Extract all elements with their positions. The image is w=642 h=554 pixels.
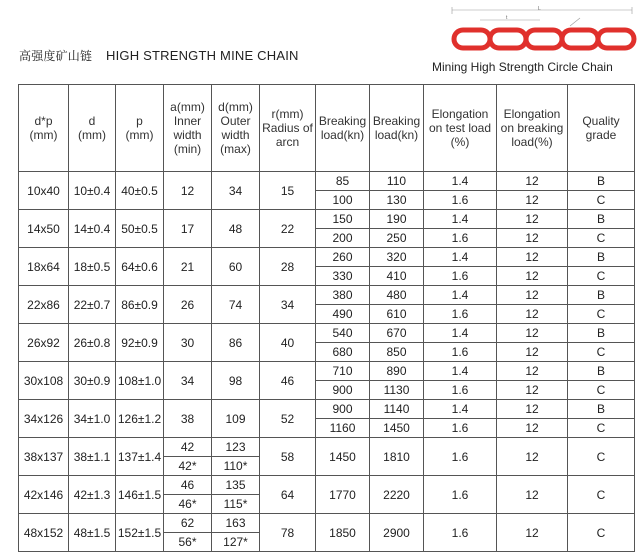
cell-bl2: 110 (370, 172, 424, 191)
cell-el1: 1.6 (424, 229, 497, 248)
cell-r: 15 (260, 172, 316, 210)
column-header: Elongation on breaking load(%) (497, 85, 568, 172)
cell-dout: 135 (212, 476, 260, 495)
cell-a: 17 (164, 210, 212, 248)
cell-dp: 48x152 (19, 514, 69, 552)
column-header: d(mm) Outer width (max) (212, 85, 260, 172)
cell-grade: C (568, 191, 635, 210)
cell-bl1: 100 (316, 191, 370, 210)
cell-bl1: 150 (316, 210, 370, 229)
cell-el1: 1.6 (424, 191, 497, 210)
cell-a: 42 (164, 438, 212, 457)
cell-bl2: 410 (370, 267, 424, 286)
column-header: d (mm) (69, 85, 116, 172)
cell-dp: 38x137 (19, 438, 69, 476)
cell-r: 28 (260, 248, 316, 286)
cell-el2: 12 (497, 248, 568, 267)
cell-el2: 12 (497, 267, 568, 286)
cell-d: 22±0.7 (69, 286, 116, 324)
cell-grade: C (568, 305, 635, 324)
cell-el2: 12 (497, 305, 568, 324)
cell-bl1: 330 (316, 267, 370, 286)
cell-dp: 10x40 (19, 172, 69, 210)
cell-dp: 22x86 (19, 286, 69, 324)
diagram-label-mid: t (506, 15, 508, 21)
cell-el2: 12 (497, 362, 568, 381)
cell-bl1: 900 (316, 381, 370, 400)
table-row (19, 514, 635, 533)
cell-dout: 115* (212, 495, 260, 514)
cell-a: 42* (164, 457, 212, 476)
cell-grade: C (568, 267, 635, 286)
cell-d: 48±1.5 (69, 514, 116, 552)
cell-el1: 1.4 (424, 400, 497, 419)
cell-d: 34±1.0 (69, 400, 116, 438)
cell-el2: 12 (497, 514, 568, 552)
cell-bl1: 1850 (316, 514, 370, 552)
cell-d: 10±0.4 (69, 172, 116, 210)
cell-grade: C (568, 381, 635, 400)
cell-p: 152±1.5 (116, 514, 164, 552)
cell-dout: 110* (212, 457, 260, 476)
cell-grade: B (568, 324, 635, 343)
cell-el1: 1.6 (424, 438, 497, 476)
cell-grade: B (568, 362, 635, 381)
table-row (19, 210, 635, 229)
chain-link-icon (598, 30, 634, 48)
cell-grade: B (568, 210, 635, 229)
cell-r: 40 (260, 324, 316, 362)
cell-el1: 1.4 (424, 362, 497, 381)
cell-bl1: 1770 (316, 476, 370, 514)
cell-el2: 12 (497, 172, 568, 191)
cell-dp: 26x92 (19, 324, 69, 362)
chain-spec-table (18, 84, 635, 552)
cell-d: 42±1.3 (69, 476, 116, 514)
column-header: Quality grade (568, 85, 635, 172)
cell-dout: 60 (212, 248, 260, 286)
cell-bl2: 1130 (370, 381, 424, 400)
cell-grade: C (568, 438, 635, 476)
cell-el2: 12 (497, 286, 568, 305)
cell-el2: 12 (497, 400, 568, 419)
chain-links (454, 30, 634, 48)
cell-bl1: 900 (316, 400, 370, 419)
cell-grade: B (568, 286, 635, 305)
cell-p: 126±1.2 (116, 400, 164, 438)
cell-el2: 12 (497, 229, 568, 248)
table-body (19, 172, 635, 552)
cell-dp: 14x50 (19, 210, 69, 248)
column-header: p (mm) (116, 85, 164, 172)
column-header: r(mm) Radius of arcn (260, 85, 316, 172)
cell-dp: 18x64 (19, 248, 69, 286)
cell-bl2: 670 (370, 324, 424, 343)
cell-grade: C (568, 343, 635, 362)
cell-el1: 1.4 (424, 172, 497, 191)
chain-link-icon (562, 30, 598, 48)
column-header: Elongation on test load (%) (424, 85, 497, 172)
cell-p: 40±0.5 (116, 172, 164, 210)
cell-dout: 163 (212, 514, 260, 533)
cell-el2: 12 (497, 191, 568, 210)
column-header: d*p (mm) (19, 85, 69, 172)
cell-r: 58 (260, 438, 316, 476)
cell-el2: 12 (497, 419, 568, 438)
cell-dout: 109 (212, 400, 260, 438)
cell-p: 146±1.5 (116, 476, 164, 514)
chain-diagram (440, 4, 640, 60)
cell-el1: 1.4 (424, 210, 497, 229)
cell-bl2: 1450 (370, 419, 424, 438)
cell-bl1: 380 (316, 286, 370, 305)
cell-d: 38±1.1 (69, 438, 116, 476)
cell-el1: 1.6 (424, 419, 497, 438)
table-row (19, 438, 635, 457)
cell-el1: 1.6 (424, 381, 497, 400)
cell-grade: C (568, 229, 635, 248)
cell-bl2: 2900 (370, 514, 424, 552)
table-row (19, 476, 635, 495)
cell-p: 50±0.5 (116, 210, 164, 248)
cell-p: 108±1.0 (116, 362, 164, 400)
cell-bl2: 480 (370, 286, 424, 305)
cell-r: 22 (260, 210, 316, 248)
cell-a: 21 (164, 248, 212, 286)
cell-bl1: 490 (316, 305, 370, 324)
cell-el1: 1.6 (424, 267, 497, 286)
cell-bl2: 250 (370, 229, 424, 248)
cell-bl1: 710 (316, 362, 370, 381)
cell-bl2: 610 (370, 305, 424, 324)
cell-dout: 86 (212, 324, 260, 362)
cell-p: 86±0.9 (116, 286, 164, 324)
cell-p: 64±0.6 (116, 248, 164, 286)
cell-grade: C (568, 419, 635, 438)
table-row (19, 400, 635, 419)
cell-grade: C (568, 514, 635, 552)
cell-p: 137±1.4 (116, 438, 164, 476)
diagram-caption: Mining High Strength Circle Chain (432, 60, 613, 74)
cell-bl1: 200 (316, 229, 370, 248)
cell-dout: 74 (212, 286, 260, 324)
cell-a: 46 (164, 476, 212, 495)
chain-link-icon (454, 30, 490, 48)
cell-el2: 12 (497, 438, 568, 476)
cell-el2: 12 (497, 343, 568, 362)
table-row (19, 362, 635, 381)
cell-r: 52 (260, 400, 316, 438)
cell-bl1: 85 (316, 172, 370, 191)
cell-bl2: 890 (370, 362, 424, 381)
cell-grade: B (568, 248, 635, 267)
table-row (19, 172, 635, 191)
chain-link-icon (526, 30, 562, 48)
cell-grade: B (568, 400, 635, 419)
cell-r: 46 (260, 362, 316, 400)
chain-link-icon (490, 30, 526, 48)
cell-p: 92±0.9 (116, 324, 164, 362)
cell-el1: 1.6 (424, 514, 497, 552)
title-chinese: 高强度矿山链 (19, 49, 93, 63)
cell-bl2: 1140 (370, 400, 424, 419)
cell-el1: 1.6 (424, 343, 497, 362)
cell-dout: 34 (212, 172, 260, 210)
cell-dout: 127* (212, 533, 260, 552)
cell-a: 46* (164, 495, 212, 514)
column-header: Breaking load(kn) (370, 85, 424, 172)
page-title (19, 47, 299, 64)
cell-a: 30 (164, 324, 212, 362)
cell-a: 26 (164, 286, 212, 324)
cell-el1: 1.6 (424, 476, 497, 514)
cell-a: 62 (164, 514, 212, 533)
title-english: HIGH STRENGTH MINE CHAIN (106, 48, 299, 63)
column-header: Breaking load(kn) (316, 85, 370, 172)
cell-el2: 12 (497, 476, 568, 514)
cell-d: 18±0.5 (69, 248, 116, 286)
table-row (19, 286, 635, 305)
cell-el1: 1.6 (424, 305, 497, 324)
cell-el1: 1.4 (424, 248, 497, 267)
cell-d: 30±0.9 (69, 362, 116, 400)
column-header: a(mm) Inner width (min) (164, 85, 212, 172)
cell-dp: 34x126 (19, 400, 69, 438)
cell-dout: 48 (212, 210, 260, 248)
cell-dp: 42x146 (19, 476, 69, 514)
cell-d: 26±0.8 (69, 324, 116, 362)
cell-bl1: 260 (316, 248, 370, 267)
diagram-label-top: L (538, 6, 541, 12)
cell-a: 38 (164, 400, 212, 438)
cell-grade: C (568, 476, 635, 514)
cell-r: 34 (260, 286, 316, 324)
cell-bl2: 190 (370, 210, 424, 229)
cell-bl1: 1450 (316, 438, 370, 476)
cell-bl2: 1810 (370, 438, 424, 476)
cell-bl2: 130 (370, 191, 424, 210)
cell-bl2: 320 (370, 248, 424, 267)
cell-r: 78 (260, 514, 316, 552)
cell-bl1: 540 (316, 324, 370, 343)
table-row (19, 248, 635, 267)
cell-el2: 12 (497, 210, 568, 229)
table-header-row (19, 85, 635, 172)
cell-bl1: 1160 (316, 419, 370, 438)
cell-r: 64 (260, 476, 316, 514)
cell-a: 12 (164, 172, 212, 210)
cell-a: 34 (164, 362, 212, 400)
cell-bl2: 850 (370, 343, 424, 362)
cell-bl2: 2220 (370, 476, 424, 514)
cell-dout: 123 (212, 438, 260, 457)
cell-a: 56* (164, 533, 212, 552)
cell-el1: 1.4 (424, 286, 497, 305)
cell-dout: 98 (212, 362, 260, 400)
cell-bl1: 680 (316, 343, 370, 362)
cell-dp: 30x108 (19, 362, 69, 400)
cell-el2: 12 (497, 324, 568, 343)
cell-el1: 1.4 (424, 324, 497, 343)
cell-el2: 12 (497, 381, 568, 400)
cell-grade: B (568, 172, 635, 191)
table-row (19, 324, 635, 343)
cell-d: 14±0.4 (69, 210, 116, 248)
